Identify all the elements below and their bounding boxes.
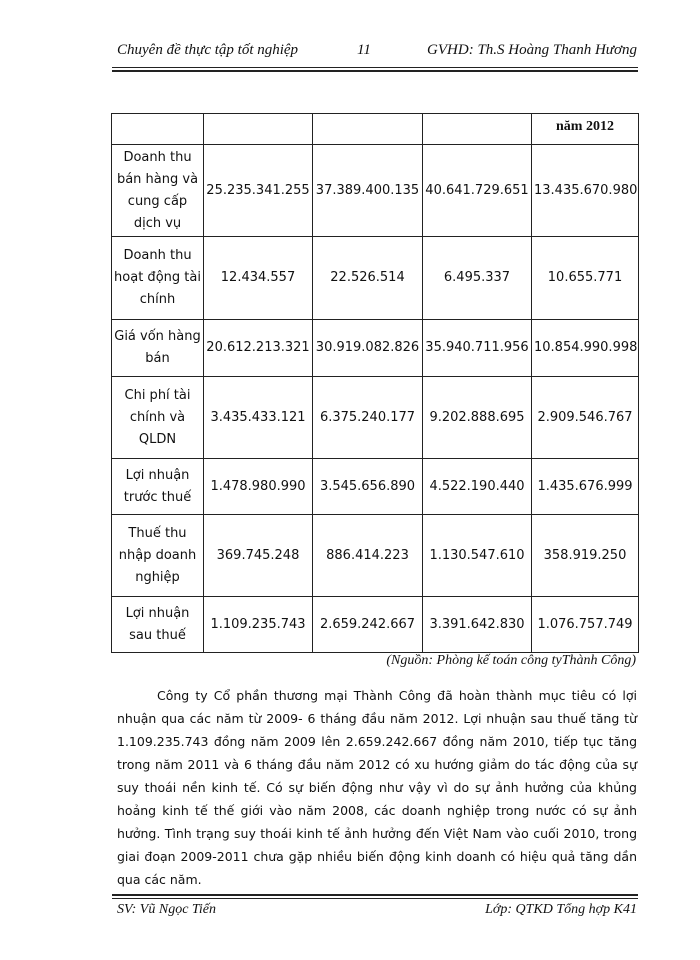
row-label: Doanh thu bán hàng và cung cấp dịch vụ <box>112 145 204 237</box>
page-header <box>117 40 637 62</box>
table-cell: 2.659.242.667 <box>313 597 423 653</box>
row-label: Lợi nhuận trước thuế <box>112 459 204 515</box>
table-cell: 25.235.341.255 <box>204 145 313 237</box>
page-number: 11 <box>357 42 371 58</box>
row-label: Giá vốn hàng bán <box>112 320 204 377</box>
table-cell: 9.202.888.695 <box>423 377 532 459</box>
row-label: Thuế thu nhập doanh nghiệp <box>112 515 204 597</box>
table-cell: 6.375.240.177 <box>313 377 423 459</box>
table-row <box>112 237 639 320</box>
table-header-cell <box>112 114 204 145</box>
table-cell: 13.435.670.980 <box>532 145 639 237</box>
table-cell: 1.076.757.749 <box>532 597 639 653</box>
table-cell: 12.434.557 <box>204 237 313 320</box>
table-cell: 20.612.213.321 <box>204 320 313 377</box>
table-cell: 4.522.190.440 <box>423 459 532 515</box>
table-cell: 6.495.337 <box>423 237 532 320</box>
class-name: Lớp: QTKD Tổng hợp K41 <box>485 902 637 917</box>
table-header-cell <box>423 114 532 145</box>
row-label: Chi phí tài chính và QLDN <box>112 377 204 459</box>
table-header-cell: năm 2012 <box>532 114 639 145</box>
table-row <box>112 145 639 237</box>
table-cell: 1.435.676.999 <box>532 459 639 515</box>
table-header-cell <box>313 114 423 145</box>
source-note: (Nguồn: Phòng kế toán công tyThành Công) <box>386 653 636 668</box>
table-cell: 369.745.248 <box>204 515 313 597</box>
table-cell: 886.414.223 <box>313 515 423 597</box>
table-row <box>112 320 639 377</box>
advisor-name: GVHD: Th.S Hoàng Thanh Hương <box>427 42 637 58</box>
table-row <box>112 377 639 459</box>
table-cell: 35.940.711.956 <box>423 320 532 377</box>
table-cell: 1.109.235.743 <box>204 597 313 653</box>
table-header-cell <box>204 114 313 145</box>
table-cell: 22.526.514 <box>313 237 423 320</box>
table-cell: 3.391.642.830 <box>423 597 532 653</box>
table-row <box>112 597 639 653</box>
row-label: Lợi nhuận sau thuế <box>112 597 204 653</box>
table-cell: 2.909.546.767 <box>532 377 639 459</box>
body-paragraph: Công ty Cổ phần thương mại Thành Công đã hoàn thành mục tiêu có lợi nhuận qua các năm từ 2009- 6 tháng đầu năm 2012. Lợi nhuận sau thuế tăng từ 1.109.235.743 đồng năm 2009 lên 2.659.242.667 đồng năm 2010, tiếp tục tăng trong năm 2011 và 6 tháng đầu năm 2012 có xu hướng giảm do tác động của sự suy thoái nền kinh tế. Có sự biến động như vậy vì do sự ảnh hưởng của khủng hoảng kinh tế thế giới vào năm 2008, các doanh nghiệp trong nước có sự ảnh hưởng. Tình trạng suy thoái kinh tế ảnh hưởng đến Việt Nam vào cuối 2010, trong giai đoạn 2009-2011 chưa gặp nhiều biến động kinh doanh có hiệu quả tăng dần qua các năm. <box>117 688 637 887</box>
header-rule <box>112 67 638 72</box>
footer-rule <box>112 894 638 899</box>
table-row <box>112 515 639 597</box>
table-cell: 3.435.433.121 <box>204 377 313 459</box>
table-header-row <box>112 114 639 145</box>
table-cell: 3.545.656.890 <box>313 459 423 515</box>
student-name: SV: Vũ Ngọc Tiến <box>117 902 217 917</box>
financial-table <box>111 113 639 653</box>
table-cell: 10.655.771 <box>532 237 639 320</box>
table-cell: 10.854.990.998 <box>532 320 639 377</box>
row-label: Doanh thu hoạt động tài chính <box>112 237 204 320</box>
table-cell: 30.919.082.826 <box>313 320 423 377</box>
table-row <box>112 459 639 515</box>
document-title: Chuyên đề thực tập tốt nghiệp <box>117 42 299 58</box>
table-cell: 358.919.250 <box>532 515 639 597</box>
table-cell: 37.389.400.135 <box>313 145 423 237</box>
table-cell: 1.130.547.610 <box>423 515 532 597</box>
table-cell: 1.478.980.990 <box>204 459 313 515</box>
table-cell: 40.641.729.651 <box>423 145 532 237</box>
page-footer <box>117 902 637 922</box>
